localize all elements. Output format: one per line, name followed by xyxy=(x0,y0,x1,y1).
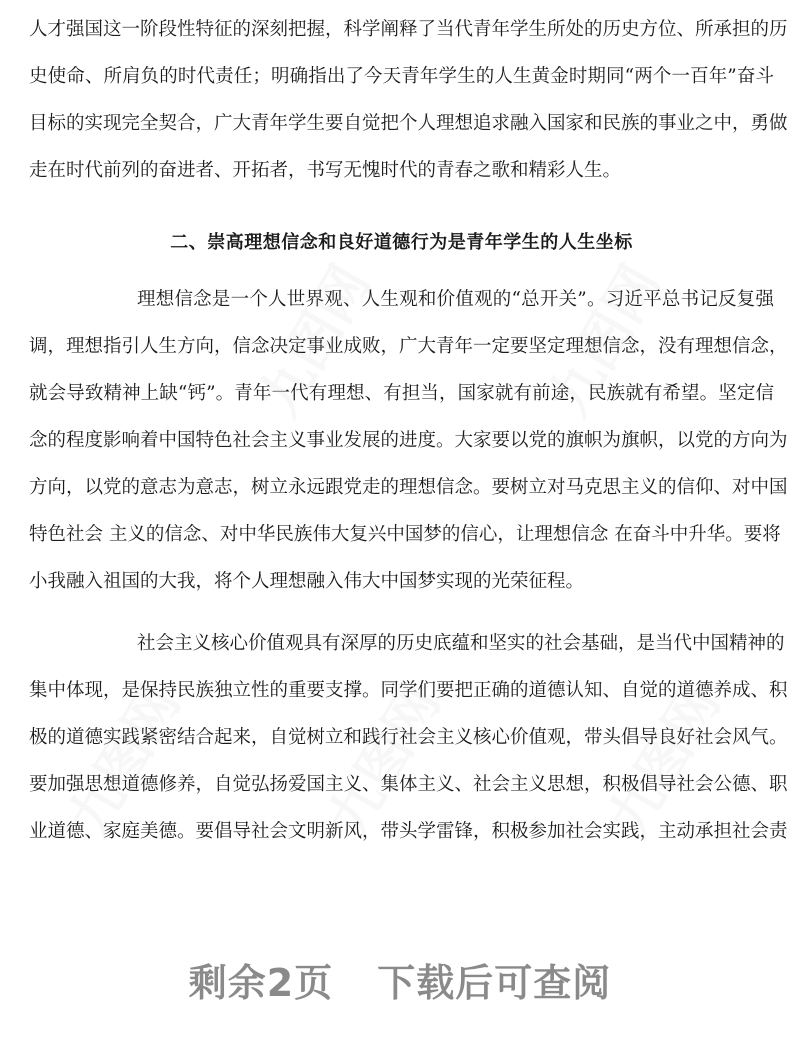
watermark: 九图网 xyxy=(246,254,383,427)
paragraph-line: 方向，以党的意志为意志，树立永远跟党走的理想信念。要树立对马克思主义的信仰、对中国 xyxy=(29,477,788,498)
paragraph-line: 集中体现，是保持民族独立性的重要支撑。同学们要把正确的道德认知、自觉的道德养成、积 xyxy=(29,680,788,701)
section-heading: 二、崇高理想信念和良好道德行为是青年学生的人生坐标 xyxy=(170,232,633,253)
watermark: 九图网 xyxy=(56,674,193,847)
watermark: 九图网 xyxy=(536,254,673,427)
paragraph-line: 特色社会 主义的信念、对中华民族伟大复兴中国梦的信心，让理想信念 在奋斗中升华。要将 xyxy=(29,524,781,545)
paragraph-line: 调，理想指引人生方向，信念决定事业成败，广大青年一定要坚定理想信念，没有理想信念， xyxy=(29,336,788,357)
paragraph-line: 小我融入祖国的大我，将个人理想融入伟大中国梦实现的光荣征程。 xyxy=(29,571,585,592)
watermark: 九图网 xyxy=(316,674,453,847)
paragraph-line: 业道德、家庭美德。要倡导社会文明新风，带头学雷锋，积极参加社会实践，主动承担社会责 xyxy=(29,821,788,842)
paragraph-line: 目标的实现完全契合，广大青年学生要自觉把个人理想追求融入国家和民族的事业之中，勇做 xyxy=(29,113,788,134)
watermark: 九图网 xyxy=(596,674,733,847)
paragraph-line: 极的道德实践紧密结合起来，自觉树立和践行社会主义核心价值观，带头倡导良好社会风气。 xyxy=(29,727,788,748)
paragraph-line: 人才强国这一阶段性特征的深刻把握，科学阐释了当代青年学生所处的历史方位、所承担的历 xyxy=(29,19,788,40)
paragraph-line: 走在时代前列的奋进者、开拓者，书写无愧时代的青春之歌和精彩人生。 xyxy=(29,160,622,181)
paragraph-line: 要加强思想道德修养，自觉弘扬爱国主义、集体主义、社会主义思想，积极倡导社会公德、职 xyxy=(29,774,788,795)
paragraph-line: 理想信念是一个人世界观、人生观和价值观的“总开关”。习近平总书记反复强 xyxy=(137,289,774,310)
download-to-view-label[interactable]: 下载后可查阅 xyxy=(377,961,612,1005)
paragraph-line: 就会导致精神上缺“钙”。青年一代有理想、有担当，国家就有前途，民族就有希望。坚定信 xyxy=(29,383,774,404)
paragraph-line: 念的程度影响着中国特色社会主义事业发展的进度。大家要以党的旗帜为旗帜，以党的方向为 xyxy=(29,430,788,451)
remaining-pages-label: 剩余2页 xyxy=(188,961,334,1005)
download-prompt[interactable] xyxy=(0,955,800,1011)
paragraph-line: 史使命、所肩负的时代责任；明确指出了今天青年学生的人生黄金时期同“两个一百年”奋斗 xyxy=(29,66,774,87)
paragraph-line: 社会主义核心价值观具有深厚的历史底蕴和坚实的社会基础，是当代中国精神的 xyxy=(137,633,785,654)
